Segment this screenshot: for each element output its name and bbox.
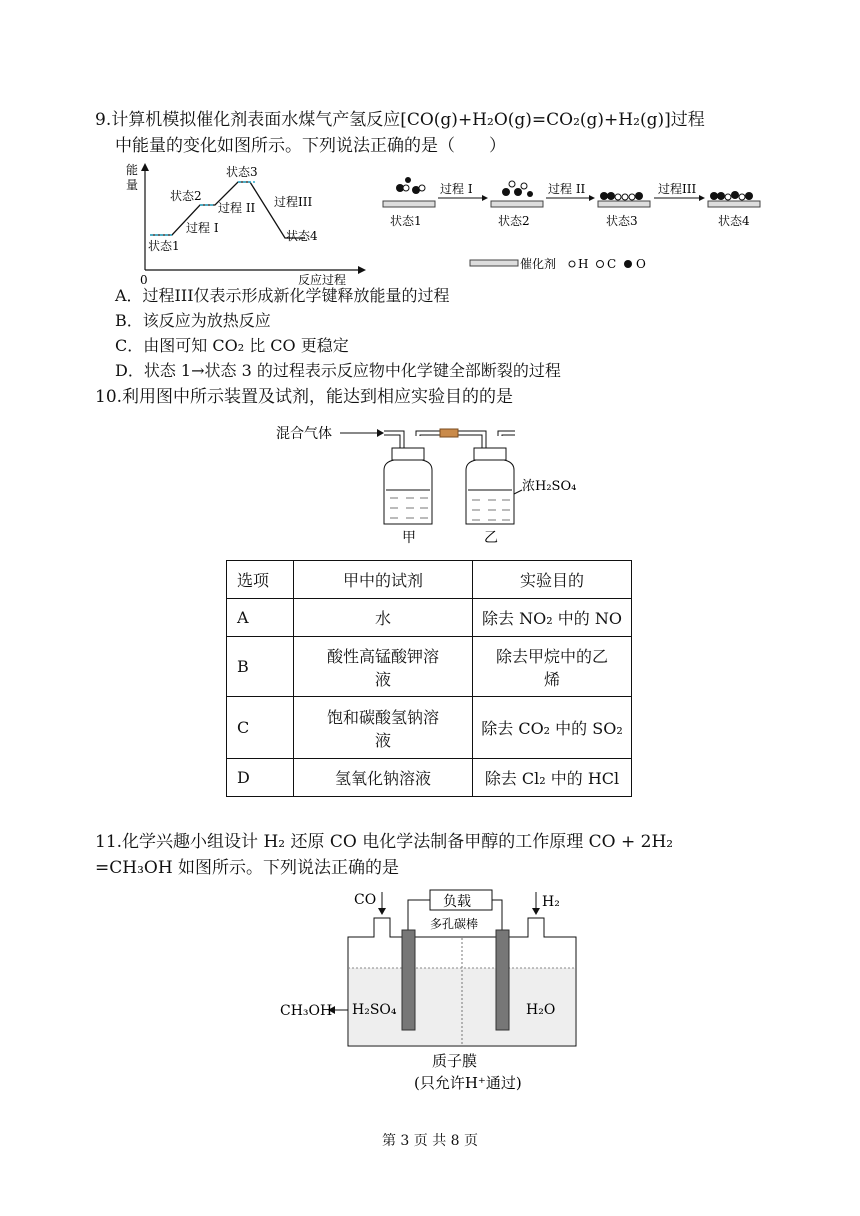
conc-acid-label: 浓H₂SO₄ [522,479,577,494]
page-footer: 第 3 页 共 8 页 [381,1133,479,1149]
bottle-jia-label: 甲 [402,530,416,546]
scheme-state-2: 状态2 [498,214,530,228]
table-header-reagent: 甲中的试剂 [294,561,473,599]
q9-option-b: B．该反应为放热反应 [115,311,271,330]
q9-stem-line1: 9.计算机模拟催化剂表面水煤气产氢反应[CO(g)+H₂O(g)=CO₂(g)+H₂(g)]过程 [95,110,705,130]
scheme-arrow-1: 过程 I [440,182,473,196]
graph-state-3: 状态3 [226,165,258,179]
q9-stem-line2: 中能量的变化如图所示。下列说法正确的是（ ） [115,136,506,156]
origin-label: 0 [140,273,148,285]
q10-stem: 10.利用图中所示装置及试剂，能达到相应实验目的的是 [95,387,514,407]
q11-stem-line2: =CH₃OH 如图所示。下列说法正确的是 [95,858,400,878]
catalyst-legend-icon [470,260,518,266]
table-row: C 饱和碳酸氢钠溶 液 除去 CO₂ 中的 SO₂ [227,697,632,759]
graph-process-1: 过程 I [186,221,219,235]
legend-c: C [607,257,617,271]
q9-option-a: A．过程III仅表示形成新化学键释放能量的过程 [115,286,450,305]
h2so4-label: H₂SO₄ [352,1002,397,1018]
scheme-state-4: 状态4 [718,214,750,228]
scheme-arrow-2: 过程 II [548,182,586,196]
scheme-state-1: 状态1 [390,214,422,228]
graph-state-1: 状态1 [148,239,180,253]
table-row: A 水 除去 NO₂ 中的 NO [227,599,632,637]
graph-process-2: 过程 II [218,201,256,215]
table-row: D 氢氧化钠溶液 除去 Cl₂ 中的 HCl [227,759,632,797]
energy-diagram [120,160,370,285]
mixed-gas-label: 混合气体 [276,426,332,442]
methanol-label: CH₃OH [280,1003,333,1019]
legend-catalyst: 催化剂 [520,257,557,271]
molecular-scheme [378,168,770,280]
q9-option-d: D．状态 1→状态 3 的过程表示反应物中化学键全部断裂的过程 [115,361,561,380]
graph-state-2: 状态2 [170,189,202,203]
load-label: 负载 [443,894,471,910]
x-axis-label: 反应过程 [298,273,347,285]
co-label: CO [354,892,377,908]
table-header-option: 选项 [227,561,294,599]
reagent-table [226,560,632,797]
q9-option-c: C．由图可知 CO₂ 比 CO 更稳定 [115,336,349,355]
legend-o: O [636,257,646,271]
bottle-yi-label: 乙 [484,530,498,546]
legend-h: H [578,257,589,271]
electrolysis-cell [270,882,590,1100]
scheme-arrow-3: 过程III [658,182,697,196]
right-electrode [496,930,509,1030]
table-header-purpose: 实验目的 [473,561,632,599]
q11-stem-line1: 11.化学兴趣小组设计 H₂ 还原 CO 电化学法制备甲醇的工作原理 CO + 2H₂ [95,832,674,852]
table-row: B 酸性高锰酸钾溶 液 除去甲烷中的乙 烯 [227,637,632,697]
left-electrode [402,930,415,1030]
energy-axis-label-2: 量 [126,178,139,192]
membrane-note: (只允许H⁺通过) [414,1074,522,1092]
membrane-label: 质子膜 [432,1052,478,1070]
scheme-state-3: 状态3 [606,214,638,228]
energy-axis-label-1: 能 [126,163,139,177]
h2-label: H₂ [542,894,560,910]
graph-state-4: 状态4 [286,229,318,243]
graph-process-3: 过程III [274,195,313,209]
porous-rod-label: 多孔碳棒 [430,917,479,931]
gas-washing-apparatus [270,414,610,550]
water-label: H₂O [526,1002,556,1018]
